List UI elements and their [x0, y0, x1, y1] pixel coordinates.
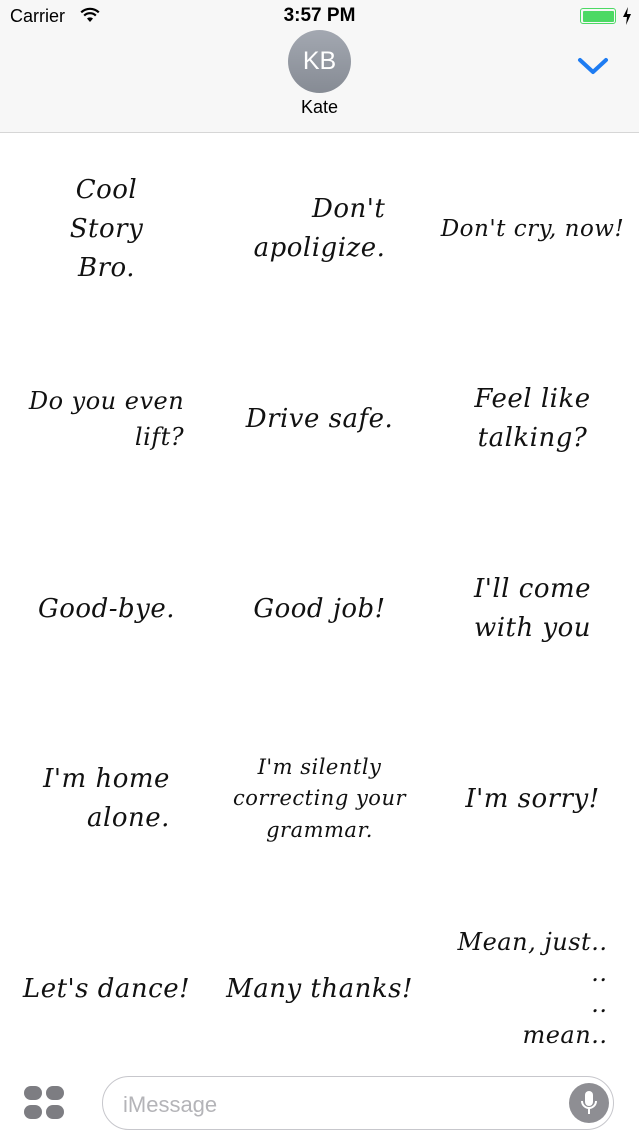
sticker-dont-apologize[interactable]	[213, 134, 426, 324]
bolt-icon	[621, 6, 633, 26]
sticker-dont-cry-now[interactable]	[426, 134, 639, 324]
microphone-icon[interactable]	[569, 1083, 609, 1123]
conversation-header	[0, 0, 639, 133]
sticker-good-bye[interactable]	[0, 514, 213, 704]
sticker-text: Do you even lift?	[28, 387, 185, 451]
sticker-cool-story-bro[interactable]	[0, 134, 213, 324]
sticker-drive-safe[interactable]	[213, 324, 426, 514]
sticker-many-thanks[interactable]	[213, 894, 426, 1064]
sticker-ill-come-with-you[interactable]	[426, 514, 639, 704]
sticker-feel-like-talking[interactable]	[426, 324, 639, 514]
sticker-text: Cool Story Bro.	[69, 174, 144, 283]
sticker-text: Don't cry, now!	[440, 215, 625, 242]
sticker-mean-just-mean[interactable]	[426, 894, 639, 1064]
status-time: 3:57 PM	[283, 5, 356, 26]
carrier-label: Carrier	[10, 6, 66, 26]
contact-avatar[interactable]	[288, 30, 351, 93]
sticker-text: I'm sorry!	[465, 783, 600, 814]
sticker-text: Mean, just.. .. .. mean..	[457, 927, 608, 1050]
avatar-initials: KB	[302, 47, 337, 75]
app-drawer-icon[interactable]	[24, 1086, 66, 1120]
sticker-lets-dance[interactable]	[0, 894, 213, 1064]
sticker-text: I'll come with you	[473, 574, 592, 643]
sticker-text: Don't apoligize.	[253, 194, 386, 263]
message-placeholder: iMessage	[123, 1092, 218, 1117]
sticker-im-home-alone[interactable]	[0, 704, 213, 894]
sticker-good-job[interactable]	[213, 514, 426, 704]
sticker-text: Drive safe.	[245, 403, 394, 434]
sticker-im-sorry[interactable]	[426, 704, 639, 894]
sticker-grid	[0, 134, 639, 1064]
chevron-down-icon[interactable]	[577, 55, 609, 77]
message-input[interactable]	[102, 1076, 614, 1130]
sticker-do-you-even-lift[interactable]	[0, 324, 213, 514]
sticker-text: Good job!	[253, 593, 386, 624]
battery-icon	[580, 8, 616, 24]
sticker-text: I'm silently correcting your grammar.	[232, 754, 407, 842]
sticker-text: Many thanks!	[226, 973, 413, 1004]
contact-name[interactable]: Kate	[300, 97, 339, 117]
message-input-bar	[0, 1064, 639, 1136]
sticker-im-silently-correcting[interactable]	[213, 704, 426, 894]
status-bar	[0, 0, 639, 34]
sticker-text: Good-bye.	[38, 593, 175, 624]
sticker-text: I'm home alone.	[43, 764, 170, 833]
sticker-text: Feel like talking?	[474, 384, 591, 453]
sticker-text: Let's dance!	[22, 973, 191, 1004]
